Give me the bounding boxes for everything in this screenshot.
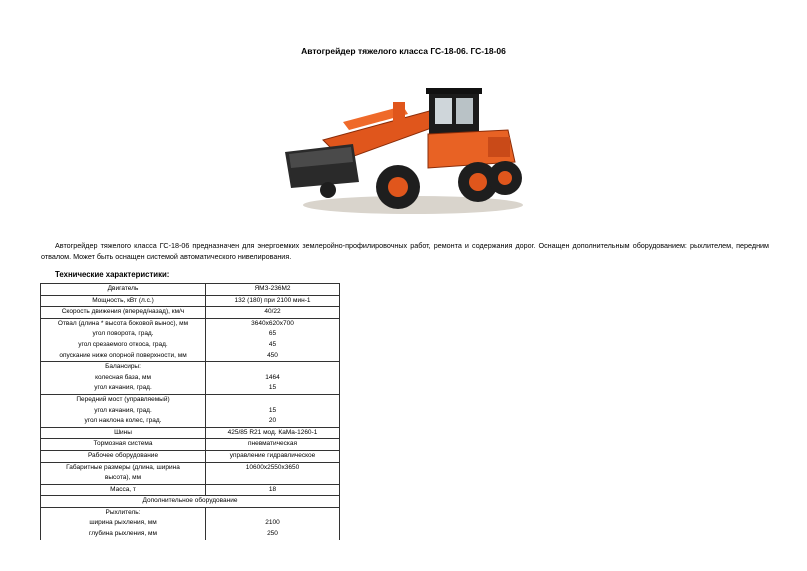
table-row [41,462,340,484]
spec-value: 425/85 R21 мод. КаМа-1260-1 [227,428,318,436]
spec-value: 15 [268,406,277,414]
description-paragraph: Автогрейдер тяжелого класса ГС-18-06 предназначен для энергоемких землеройно-профилировочных работ, ремонта и содержания дорог. Оснащен дополнительным оборудованием: рыхлителем, передним отвалом. Может быть оснащен системой автоматического нивелирования. [41,241,769,261]
grader-photo [283,82,523,222]
spec-value: 250 [267,530,278,538]
table-row [41,284,340,296]
spec-value: 18 [268,485,277,493]
spec-value: ЯМЗ-236М2 [254,285,291,292]
spec-label: Тормозная система [93,440,153,448]
spec-label: Отвал (длина * высота боковой вынос), мм [57,319,189,327]
table-row [41,362,340,395]
table-row [41,484,340,496]
table-row [41,427,340,439]
spec-label: Передний мост (управляемый) [76,395,170,403]
spec-label: угол качания, град. [94,406,152,414]
spec-value: 3640х620х700 [251,319,294,327]
table-row [41,439,340,451]
table-row [41,318,340,361]
spec-label: Скорость движения (вперед/назад), км/ч [61,308,185,316]
specs-heading: Технические характеристики: [55,270,170,279]
spec-value: 45 [268,340,277,348]
spec-value: 15 [268,384,277,392]
spec-value: управление гидравлическое [229,451,316,459]
spec-label: Двигатель [107,285,139,292]
spec-label: угол поворота, град. [92,330,154,338]
spec-label: угол наклона колес, град. [84,417,162,425]
spec-value: 132 (180) при 2100 мин-1 [234,296,311,304]
table-row [41,496,340,508]
spec-value: пневматическая [247,440,298,448]
spec-value: 10600х2550х3650 [245,463,300,471]
document-title: Автогрейдер тяжелого класса ГС-18-06. ГС-18-06 [301,46,506,56]
spec-label: колесная база, мм [95,373,151,381]
section-label: Дополнительное оборудование [142,497,238,505]
specs-table [40,283,340,540]
table-row [41,394,340,427]
spec-label: Масса, т [110,485,136,493]
spec-label: Мощность, кВт (л.с.) [92,296,154,304]
spec-value: 1464 [265,373,280,381]
spec-label: Шины [114,428,132,436]
spec-label: ширина рыхления, мм [89,519,157,527]
spec-value: 65 [268,330,277,338]
table-row [41,307,340,319]
spec-value: 40/22 [264,308,281,316]
table-row [41,507,340,539]
spec-label: угол качания, град. [94,384,152,392]
table-row [41,295,340,307]
table-row [41,450,340,462]
spec-value: 20 [268,417,277,425]
spec-label: опускание ниже опорной поверхности, мм [59,351,187,359]
spec-label: Балансиры: [105,363,141,371]
spec-label: угол срезаемого откоса, град. [78,340,168,348]
spec-label: высота), мм [104,474,142,482]
spec-label: Габаритные размеры (длина, ширина [66,463,180,471]
spec-value: 2100 [265,519,280,527]
spec-label: Рабочее оборудование [87,451,159,459]
spec-value: 450 [267,351,278,359]
spec-label: Рыхлитель: [105,508,141,516]
spec-label: глубина рыхления, мм [89,530,157,538]
